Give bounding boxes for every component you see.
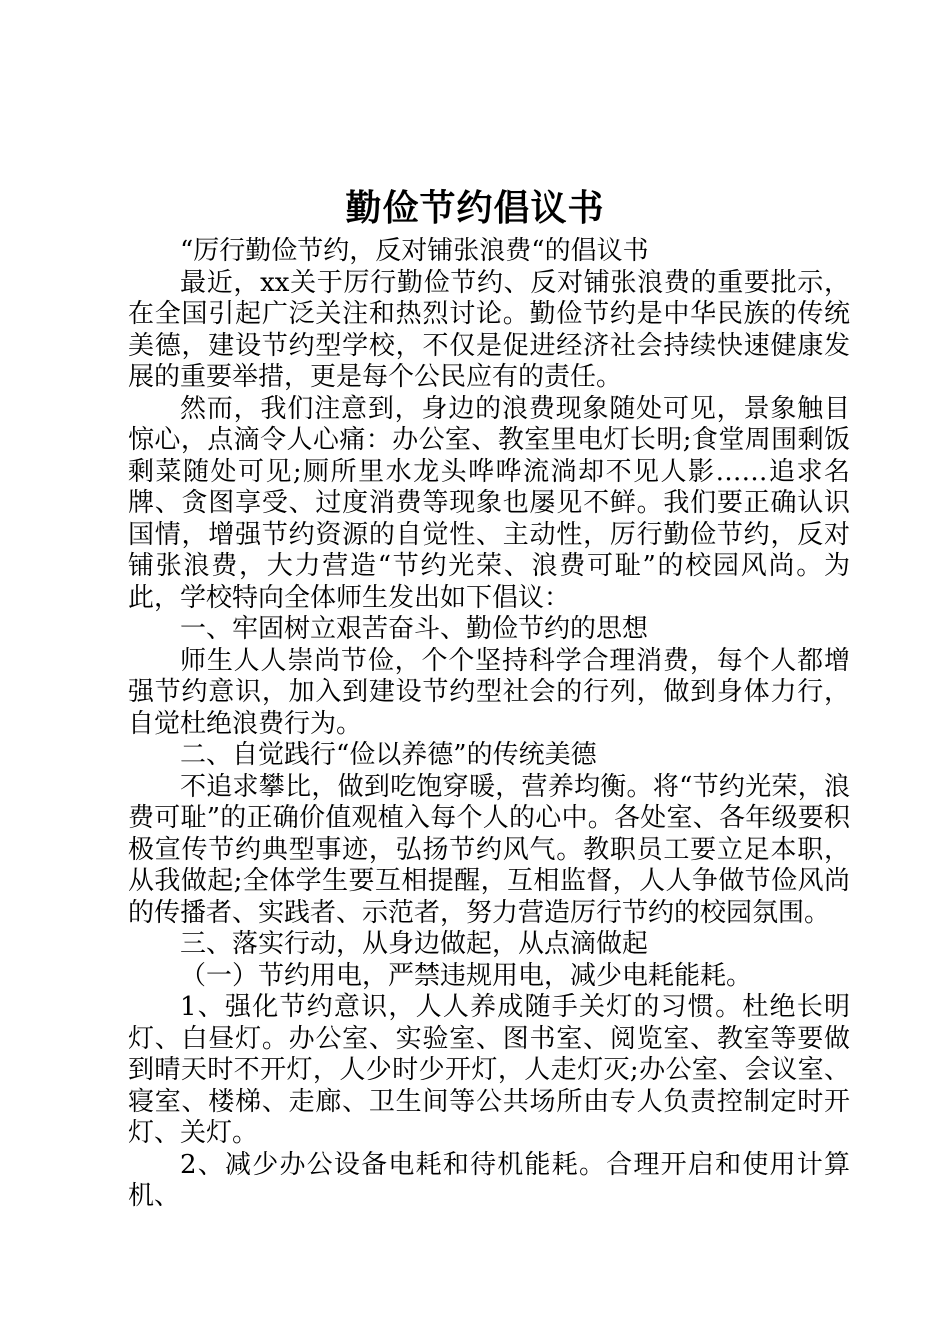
document-body bbox=[128, 236, 850, 1213]
section-heading-2: 二、自觉践行“俭以养德”的传统美德 bbox=[180, 740, 597, 770]
section-heading-1: 一、牢固树立艰苦奋斗、勤俭节约的思想 bbox=[180, 614, 649, 644]
paragraph-intro: 最近，xx关于厉行勤俭节约、反对铺张浪费的重要批示，在全国引起广泛关注和热烈讨论。勤俭节约是中华民族的传统美德，建设节约型学校，不仅是促进经济社会持续快速健康发展的重要举措，更是每个公民应有的责任。 bbox=[128, 267, 850, 392]
paragraph-section-1: 师生人人崇尚节俭，个个坚持科学合理消费，每个人都增强节约意识，加入到建设节约型社会的行列，做到身体力行，自觉杜绝浪费行为。 bbox=[128, 645, 850, 739]
section-heading-3: 三、落实行动，从身边做起，从点滴做起 bbox=[180, 929, 649, 959]
document-title: 勤俭节约倡议书 bbox=[345, 187, 605, 229]
subsection-heading-1: （一）节约用电，严禁违规用电，减少电耗能耗。 bbox=[180, 960, 753, 991]
paragraph-item-1: 1、强化节约意识，人人养成随手关灯的习惯。杜绝长明灯、白昼灯。办公室、实验室、图书室、阅览室、教室等要做到晴天时不开灯，人少时少开灯，人走灯灭;办公室、会议室、寝室、楼梯、走廊、卫生间等公共场所由专人负责控制定时开灯、关灯。 bbox=[128, 992, 850, 1148]
paragraph-item-2: 2、减少办公设备电耗和待机能耗。合理开启和使用计算机、 bbox=[128, 1149, 850, 1211]
paragraph-section-2: 不追求攀比，做到吃饱穿暖，营养均衡。将“节约光荣，浪费可耻”的正确价值观植入每个人的心中。各处室、各年级要积极宣传节约典型事迹，弘扬节约风气。教职员工要立足本职，从我做起;全体学生要互相提醒，互相监督，人人争做节俭风尚的传播者、实践者、示范者，努力营造厉行节约的校园氛围。 bbox=[128, 771, 850, 928]
paragraph-problem: 然而，我们注意到，身边的浪费现象随处可见，景象触目惊心，点滴令人心痛：办公室、教室里电灯长明;食堂周围剩饭剩菜随处可见;厕所里水龙头哗哗流淌却不见人影……追求名牌、贪图享受、过度消费等现象也屡见不鲜。我们要正确认识国情，增强节约资源的自觉性、主动性，厉行勤俭节约，反对铺张浪费，大力营造“节约光荣、浪费可耻”的校园风尚。为此，学校特向全体师生发出如下倡议： bbox=[128, 393, 850, 613]
paragraph-subtitle: “厉行勤俭节约，反对铺张浪费“的倡议书 bbox=[180, 236, 649, 266]
